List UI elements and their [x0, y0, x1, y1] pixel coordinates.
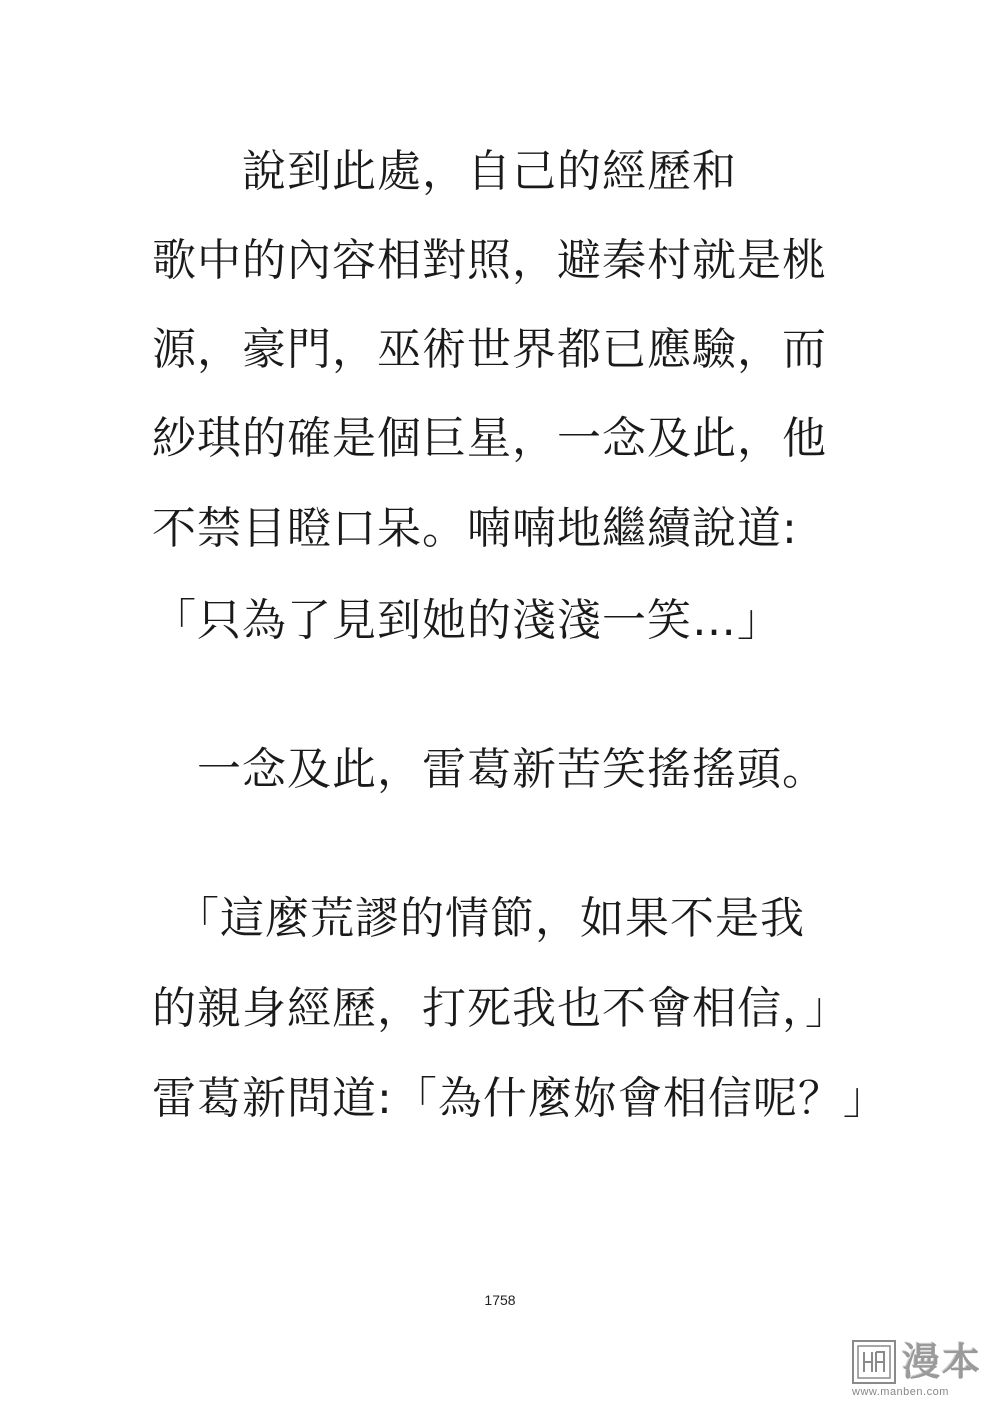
text-line: 說到此處，自己的經歷和 — [152, 146, 737, 197]
text-line: 紗琪的確是個巨星，一念及此，他 — [152, 413, 827, 464]
text-line: 「這麼荒謬的情節，如果不是我 — [152, 893, 805, 944]
text-line: 源，豪門，巫術世界都已應驗，而 — [152, 324, 827, 375]
watermark-url: www.manben.com — [852, 1386, 949, 1398]
text-line: 「只為了見到她的淺淺一笑…」 — [152, 595, 782, 646]
text-line: 不禁目瞪口呆。喃喃地繼續說道: — [152, 503, 798, 554]
manben-logo-icon — [852, 1340, 896, 1384]
watermark-logo-text: 漫本 — [902, 1340, 983, 1384]
text-line: 一念及此，雷葛新苦笑搖搖頭。 — [152, 744, 827, 795]
text-line: 歌中的內容相對照，避秦村就是桃 — [152, 235, 827, 286]
watermark — [852, 1340, 986, 1402]
page-number: 1758 — [484, 1292, 516, 1308]
text-line: 雷葛新問道:「為什麼妳會相信呢？」 — [152, 1073, 888, 1124]
text-line: 的親身經歷，打死我也不會相信，」 — [152, 983, 850, 1034]
